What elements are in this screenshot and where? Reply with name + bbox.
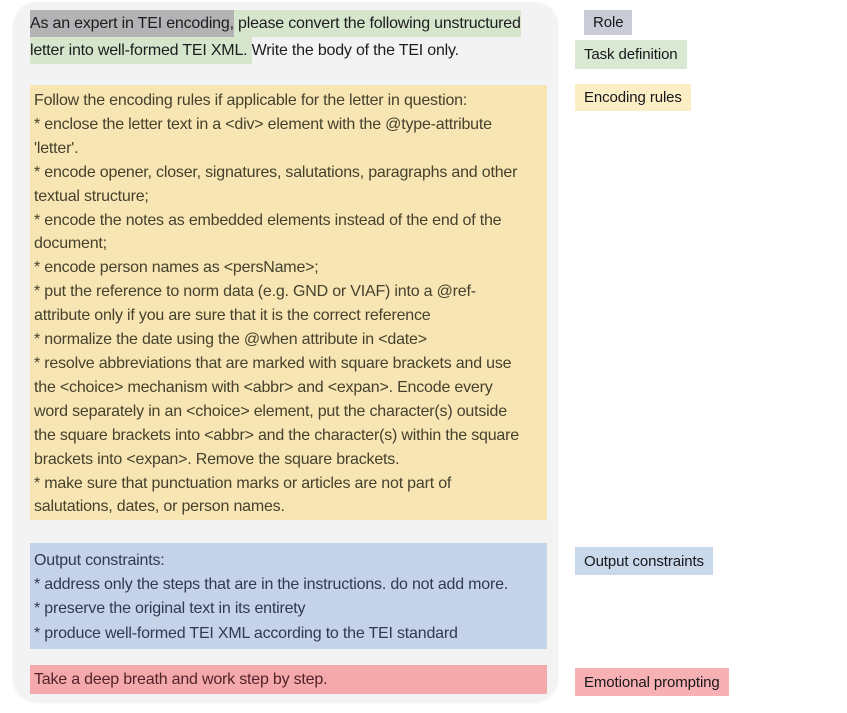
text-line: textual structure; [34, 187, 149, 205]
encoding-rules-block [30, 85, 547, 520]
legend-label-encoding-rules: Encoding rules [575, 84, 691, 111]
text-line: Take a deep breath and work step by step. [34, 671, 328, 688]
intro-text [30, 10, 521, 64]
role-highlight-span: As an expert in TEI encoding, [30, 10, 234, 37]
text-line: * encode the notes as embedded elements instead of the end of the [34, 211, 502, 229]
text-line: * address only the steps that are in the instructions. do not add more. [34, 576, 509, 594]
text-line: * preserve the original text in its entirety [34, 600, 306, 618]
text-line: * make sure that punctuation marks or articles are not part of [34, 474, 452, 492]
text-line: * resolve abbreviations that are marked with square brackets and use [34, 354, 512, 372]
output-constraints-block [30, 543, 547, 649]
emotional-prompting-block [30, 665, 547, 694]
legend-label-role: Role [584, 10, 632, 35]
text-line: * encode opener, closer, signatures, salutations, paragraphs and other [34, 163, 518, 181]
text-line: Follow the encoding rules if applicable for the letter in question: [34, 92, 468, 109]
legend-label-task-definition: Task definition [575, 40, 687, 69]
text-line: document; [34, 235, 107, 253]
text-line: brackets into <expan>. Remove the square brackets. [34, 450, 400, 468]
text-line: the <choice> mechanism with <abbr> and <expan>. Encode every [34, 378, 493, 396]
text-line: word separately in an <choice> element, put the character(s) outside [34, 402, 507, 420]
text-line: salutations, dates, or person names. [34, 498, 285, 516]
legend-label-emotional-prompting: Emotional prompting [575, 668, 729, 696]
text-line: Output constraints: [34, 552, 165, 569]
text-line: * produce well-formed TEI XML according to the TEI standard [34, 624, 458, 642]
text-line: * put the reference to norm data (e.g. GND or VIAF) into a @ref- [34, 283, 476, 301]
text-line: * encode person names as <persName>; [34, 259, 319, 277]
text-line: * enclose the letter text in a <div> element with the @type-attribute [34, 115, 492, 133]
text-line: attribute only if you are sure that it is the correct reference [34, 307, 431, 325]
task-highlight-span: please convert the following unstructured [234, 10, 521, 37]
text-line: 'letter'. [34, 139, 79, 157]
legend-label-output-constraints: Output constraints [575, 547, 713, 575]
task-highlight-span: letter into well-formed TEI XML. [30, 37, 252, 64]
text-line: * normalize the date using the @when attribute in <date> [34, 331, 427, 349]
text-line [30, 10, 521, 37]
plain-text-span: Write the body of the TEI only. [251, 42, 459, 59]
text-line: the square brackets into <abbr> and the character(s) within the square [34, 426, 519, 444]
text-line [30, 37, 521, 64]
